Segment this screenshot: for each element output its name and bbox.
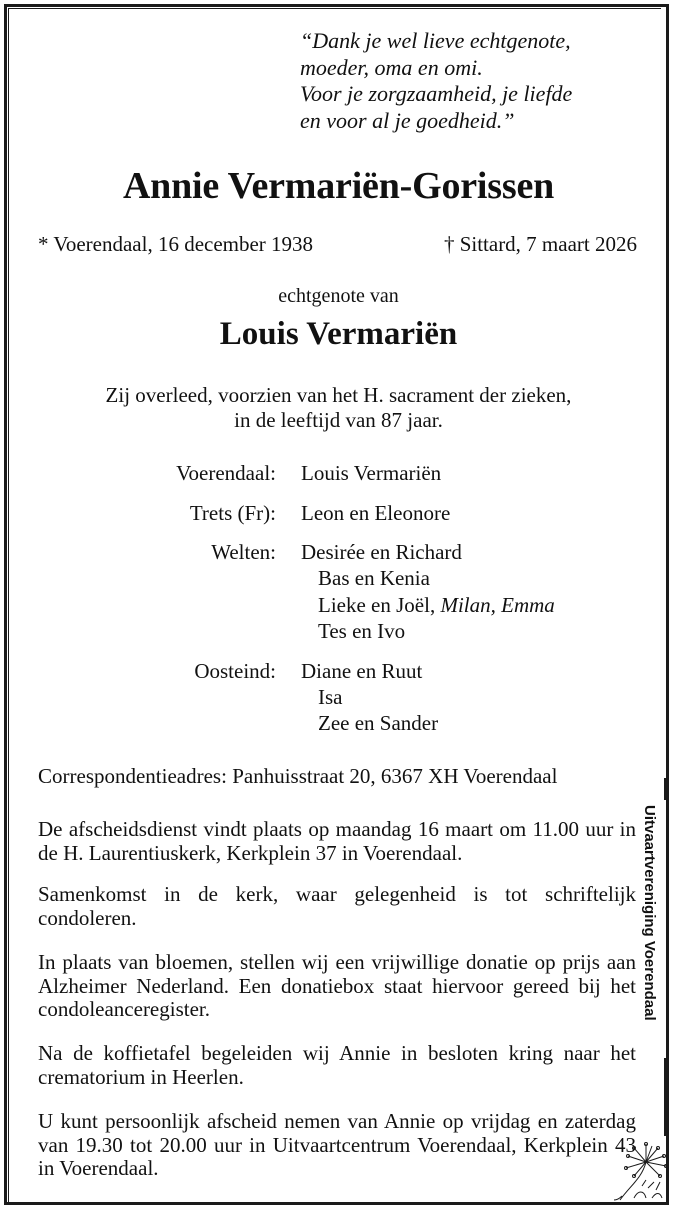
deceased-name: Annie Vermariën-Gorissen xyxy=(122,165,555,207)
quote-line: en voor al je goedheid.” xyxy=(300,107,515,133)
family-place: Trets (Fr): xyxy=(189,501,276,525)
intro-text xyxy=(0,383,677,433)
family-names: Leon en Eleonore xyxy=(301,501,451,525)
spouse-name: Louis Vermariën xyxy=(219,316,458,352)
publisher-name: Uitvaartvereniging Voerendaal xyxy=(641,805,658,1021)
family-names: Desirée en Richard xyxy=(301,540,462,564)
family-names: Diane en Ruut xyxy=(301,659,423,683)
quote-line: moeder, oma en omi. xyxy=(300,54,483,80)
spouse-label: echtgenote van xyxy=(278,285,399,307)
family-names: Louis Vermariën xyxy=(301,461,442,485)
paragraph-crematorium: Na de koffietafel begeleiden wij Annie in besloten kring naar het crematorium in Heerlen. xyxy=(38,1041,636,1089)
correspondence-address: Correspondentieadres: Panhuisstraat 20, 6367 XH Voerendaal xyxy=(38,764,558,788)
family-place: Welten: xyxy=(211,540,276,564)
family-subnames: Bas en Kenia xyxy=(318,566,430,590)
family-subnames-italic: Milan, Emma xyxy=(440,593,555,617)
quote xyxy=(300,28,572,134)
paragraph-donation: In plaats van bloemen, stellen wij een vrijwillige donatie op prijs aan Alzheimer Nederland. Een donatiebox staat hiervoor gereed bij het condoleanceregister. xyxy=(38,950,636,1021)
intro-line: Zij overleed, voorzien van het H. sacrament der zieken, xyxy=(105,383,572,407)
quote-line: “Dank je wel lieve echtgenote, xyxy=(300,28,571,53)
quote-line: Voor je zorgzaamheid, je liefde xyxy=(300,81,573,106)
paragraph-gathering: Samenkomst in de kerk, waar gelegenheid is tot schriftelijk condoleren. xyxy=(38,882,636,930)
family-place: Oosteind: xyxy=(194,659,276,683)
dandelion-seeds xyxy=(614,1143,668,1201)
family-subnames: Tes en Ivo xyxy=(318,619,406,643)
paragraph-viewing: U kunt persoonlijk afscheid nemen van Annie op vrijdag en zaterdag van 19.30 tot 20.00 uur in Uitvaartcentrum Voerendaal, Kerkplein 43 in Voerendaal. xyxy=(38,1109,636,1180)
dandelion-icon xyxy=(612,1140,672,1206)
side-rule-top xyxy=(664,778,668,800)
family-subnames xyxy=(318,593,555,618)
family-subnames: Zee en Sander xyxy=(318,711,439,735)
birth-info: * Voerendaal, 16 december 1938 xyxy=(38,232,314,256)
family-subnames: Isa xyxy=(318,685,343,709)
death-info: † Sittard, 7 maart 2026 xyxy=(443,232,637,256)
family-subnames-part: Lieke en Joël, xyxy=(318,593,436,617)
paragraph-service: De afscheidsdienst vindt plaats op maandag 16 maart om 11.00 uur in de H. Laurentiuskerk, Kerkplein 37 in Voerendaal. xyxy=(38,817,636,865)
family-place: Voerendaal: xyxy=(176,461,276,485)
intro-line: in de leeftijd van 87 jaar. xyxy=(234,408,443,432)
side-rule-bottom xyxy=(664,1058,668,1136)
